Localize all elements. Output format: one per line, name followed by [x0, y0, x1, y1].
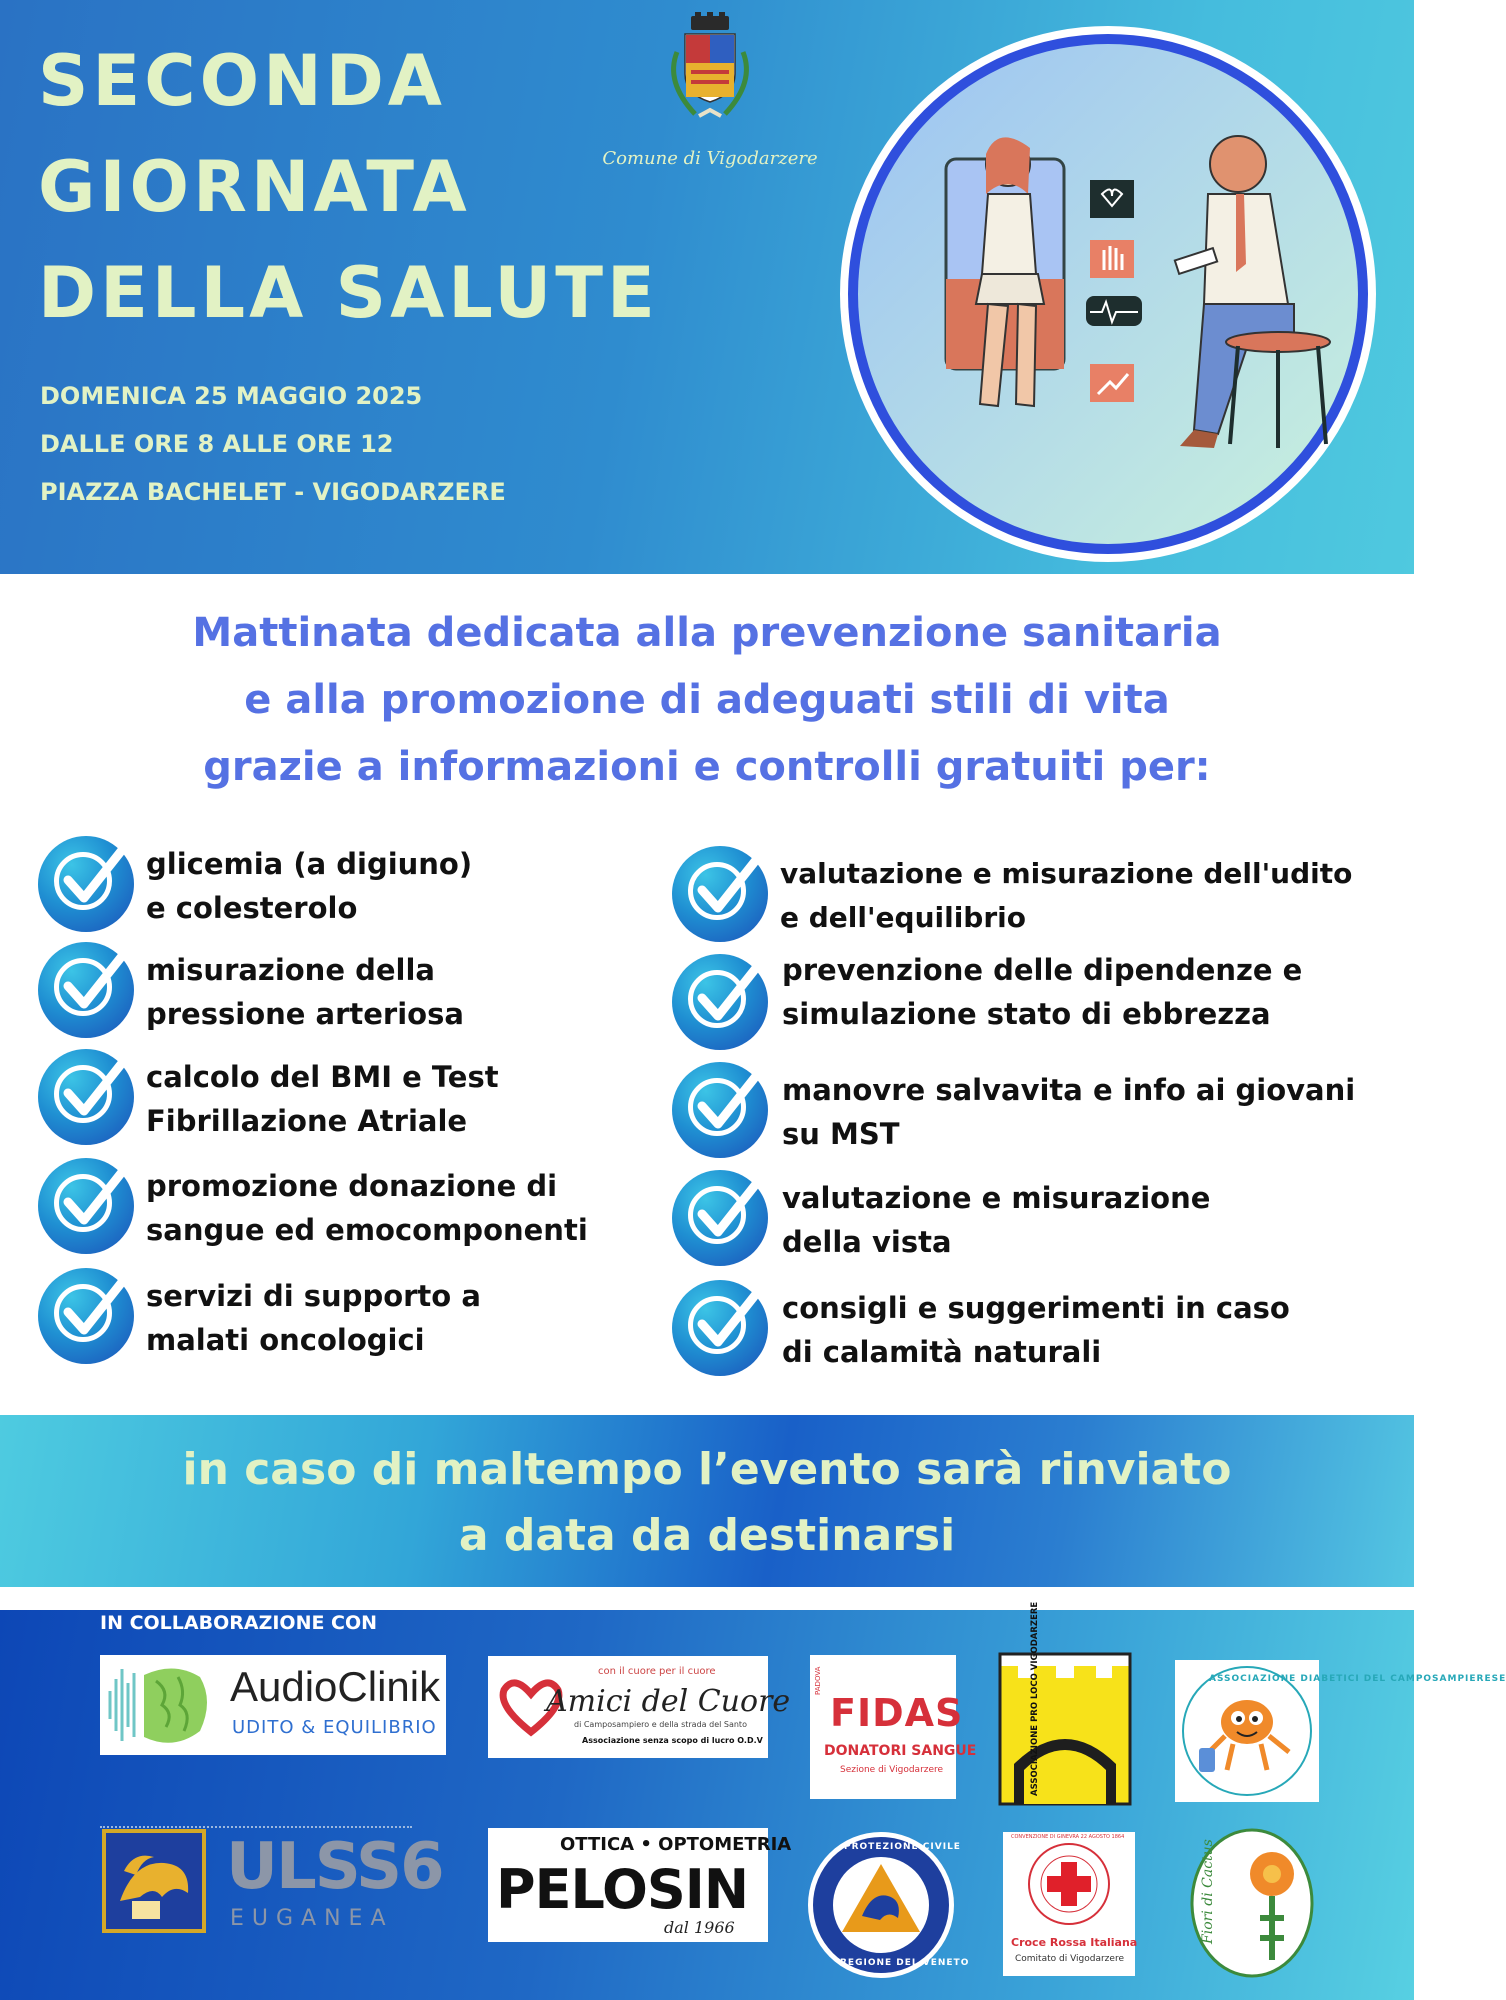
proloco-text-left: ASSOCIAZIONE PRO LOCO VIGODARZERE [1030, 1601, 1040, 1796]
audioclinik-tagline: UDITO & EQUILIBRIO [232, 1717, 437, 1738]
checkmark-icon [38, 1158, 134, 1254]
proloco-logo [1000, 1601, 1130, 1804]
service-item [672, 1062, 1392, 1162]
service-item [38, 1049, 638, 1149]
fidas-sub: DONATORI SANGUE [824, 1743, 977, 1759]
croce-ring-text: CONVENZIONE DI GINEVRA 22 AGOSTO 1864 [1011, 1834, 1125, 1840]
checkmark-icon [38, 1049, 134, 1145]
comune-crest-icon [655, 12, 765, 132]
amici-sub: di Camposampiero e della strada del Santo [574, 1720, 747, 1729]
pelosin-top: OTTICA • OPTOMETRIA [560, 1834, 792, 1855]
service-item [672, 1280, 1392, 1380]
castle-tower-icon [1000, 1654, 1130, 1804]
header-banner [0, 0, 1414, 574]
checkmark-icon [38, 1268, 134, 1364]
service-item [672, 846, 1392, 946]
title-line-2: GIORNATA [38, 146, 471, 228]
event-time: DALLE ORE 8 ALLE ORE 12 [40, 430, 394, 458]
checkmark-icon [672, 1280, 768, 1376]
protezione-top: PROTEZIONE CIVILE [844, 1842, 961, 1852]
fiori-di-cactus-logo [1190, 1828, 1314, 1978]
checkmark-icon [672, 954, 768, 1050]
pelosin-logo [488, 1828, 792, 1942]
event-date: DOMENICA 25 MAGGIO 2025 [40, 382, 423, 410]
audioclinik-name: AudioClinik [230, 1663, 441, 1710]
service-label: prevenzione delle dipendenze e simulazione stato di ebbrezza [782, 953, 1303, 1031]
intro-line-3: grazie a informazioni e controlli gratuiti per: [203, 744, 1211, 790]
checkmark-icon [38, 836, 134, 932]
protezione-civile-logo [806, 1830, 970, 1980]
fidas-section: Sezione di Vigodarzere [840, 1765, 944, 1775]
amici-top-text: con il cuore per il cuore [598, 1666, 716, 1677]
brain-soundwave-icon [104, 1661, 212, 1749]
service-label: manovre salvavita e info ai giovani su MST [782, 1073, 1356, 1151]
fidas-logo [810, 1655, 977, 1799]
title-line-3: DELLA SALUTE [38, 252, 659, 334]
audioclinik-logo [100, 1655, 446, 1755]
amici-del-cuore-logo [488, 1656, 791, 1758]
service-item [38, 1268, 638, 1368]
service-label: glicemia (a digiuno) e colesterolo [146, 847, 473, 925]
red-cross-icon [1025, 1840, 1113, 1928]
service-label: promozione donazione di sangue ed emocomponenti [146, 1169, 588, 1247]
event-location: PIAZZA BACHELET - VIGODARZERE [40, 478, 506, 506]
service-label: misurazione della pressione arteriosa [146, 953, 464, 1031]
pelosin-since: dal 1966 [664, 1918, 735, 1937]
service-item [38, 1158, 638, 1258]
intro-text [0, 600, 1414, 801]
cactus-name: Fiori di Cactus [1200, 1839, 1216, 1944]
diabetici-logo [1175, 1660, 1506, 1802]
fidas-name: FIDAS [830, 1691, 964, 1735]
intro-line-2: e alla promozione di adeguati stili di vita [244, 677, 1170, 723]
service-item [38, 836, 638, 936]
collaboration-label: IN COLLABORAZIONE CON [100, 1612, 378, 1634]
pelosin-name: PELOSIN [496, 1858, 749, 1921]
winged-lion-icon [104, 1831, 204, 1931]
comune-label: Comune di Vigodarzere [602, 148, 818, 169]
service-label: servizi di supporto a malati oncologici [146, 1279, 481, 1357]
ulss-name: ULSS6 [226, 1830, 443, 1904]
service-item [38, 942, 638, 1042]
service-label: consigli e suggerimenti in caso di calamità naturali [782, 1291, 1290, 1369]
fidas-vertical: PADOVA [814, 1666, 822, 1695]
croce-rossa-logo [1003, 1832, 1138, 1976]
intro-line-1: Mattinata dedicata alla prevenzione sanitaria [192, 610, 1222, 656]
service-item [672, 954, 1392, 1054]
service-label: calcolo del BMI e Test Fibrillazione Atriale [146, 1060, 499, 1138]
checkmark-icon [672, 1170, 768, 1266]
ulss-sub: EUGANEA [230, 1906, 394, 1931]
diabetici-text: ASSOCIAZIONE DIABETICI DEL CAMPOSAMPIERESE [1209, 1674, 1506, 1684]
amici-name: Amici del Cuore [546, 1684, 791, 1719]
checkmark-icon [672, 1062, 768, 1158]
weather-notice-band [0, 1415, 1414, 1587]
notice-line-2: a data da destinarsi [458, 1510, 956, 1561]
service-label: valutazione e misurazione della vista [782, 1181, 1211, 1259]
service-item [672, 1170, 1392, 1270]
doctor-patient-illustration [858, 44, 1358, 544]
event-title [38, 28, 659, 346]
croce-sub: Comitato di Vigodarzere [1015, 1954, 1124, 1964]
event-details [40, 372, 506, 516]
weather-notice [0, 1437, 1414, 1569]
amici-note: Associazione senza scopo di lucro O.D.V [582, 1736, 763, 1745]
service-label: valutazione e misurazione dell'udito e dell'equilibrio [780, 857, 1353, 934]
checkmark-icon [672, 846, 768, 942]
croce-name: Croce Rossa Italiana [1011, 1936, 1138, 1949]
notice-line-1: in caso di maltempo l’evento sarà rinviato [182, 1444, 1232, 1495]
checkmark-icon [38, 942, 134, 1038]
title-line-1: SECONDA [38, 40, 446, 122]
ulss6-logo [100, 1826, 443, 1936]
protezione-bottom: REGIONE DEL VENETO [840, 1958, 970, 1968]
